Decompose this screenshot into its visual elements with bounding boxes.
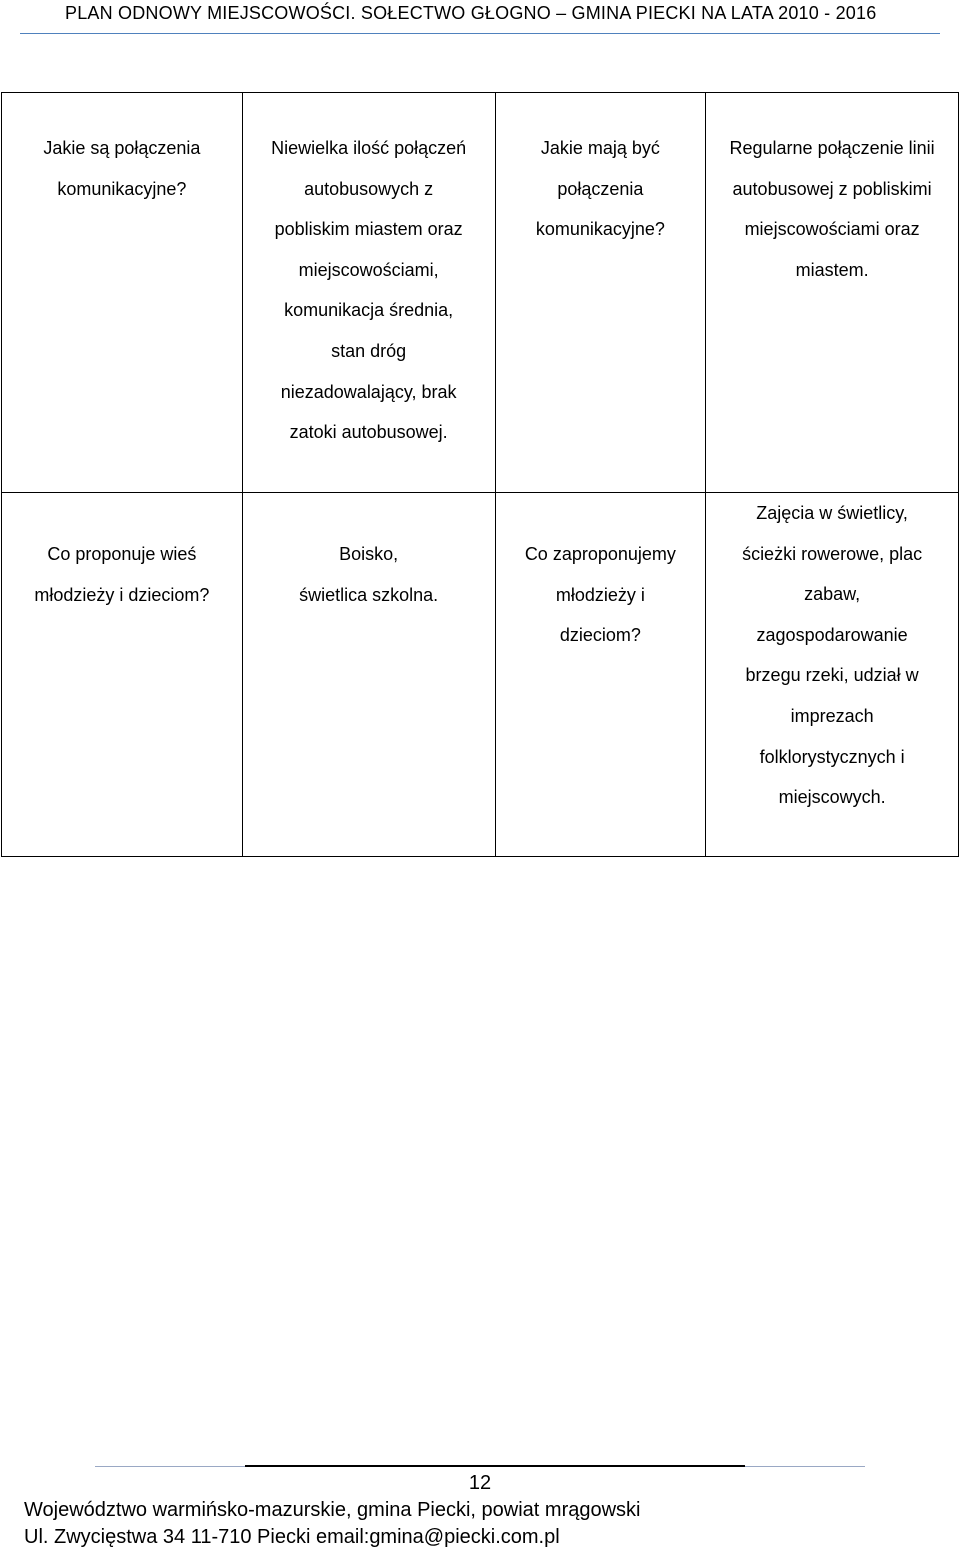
survey-table <box>1 92 959 857</box>
table-row <box>2 93 959 493</box>
table-cell <box>242 493 495 857</box>
question-text: Co zaproponujemy młodzieży i dzieciom? <box>524 544 676 646</box>
question-text: Jakie są połączenia komunikacyjne? <box>43 138 201 199</box>
table-row <box>2 493 959 857</box>
table-cell <box>495 493 706 857</box>
table-cell <box>242 93 495 493</box>
answer-text: Zajęcia w świetlicy, ścieżki rowerowe, plac zabaw, zagospodarowanie brzegu rzeki, udział w imprezach folklorystycznych i miejscowych. <box>742 503 923 808</box>
footer-address-contact: Ul. Zwycięstwa 34 11-710 Piecki email:gmina@piecki.com.pl <box>24 1526 560 1548</box>
question-text: Jakie mają być połączenia komunikacyjne? <box>535 138 665 240</box>
question-text: Co proponuje wieś młodzieży i dzieciom? <box>34 544 210 605</box>
table-cell <box>706 93 959 493</box>
answer-text: Niewielka ilość połączeń autobusowych z pobliskim miastem oraz miejscowościami, komunikacja średnia, stan dróg niezadowalający, brak zatoki autobusowej. <box>271 138 467 443</box>
footer-divider-accent <box>245 1465 745 1467</box>
document-title: PLAN ODNOWY MIEJSCOWOŚCI. SOŁECTWO GŁOGNO – GMINA PIECKI NA LATA 2010 - 2016 <box>65 3 877 23</box>
table-cell <box>706 493 959 857</box>
table-cell <box>2 93 243 493</box>
page-number: 12 <box>468 1472 492 1494</box>
page-header <box>20 0 940 34</box>
table-cell <box>495 93 706 493</box>
answer-text: Regularne połączenie linii autobusowej z pobliskimi miejscowościami oraz miastem. <box>729 138 935 280</box>
table-cell <box>2 493 243 857</box>
footer-address-region: Województwo warmińsko-mazurskie, gmina Piecki, powiat mrągowski <box>24 1499 641 1521</box>
answer-text: Boisko, świetlica szkolna. <box>299 544 439 605</box>
